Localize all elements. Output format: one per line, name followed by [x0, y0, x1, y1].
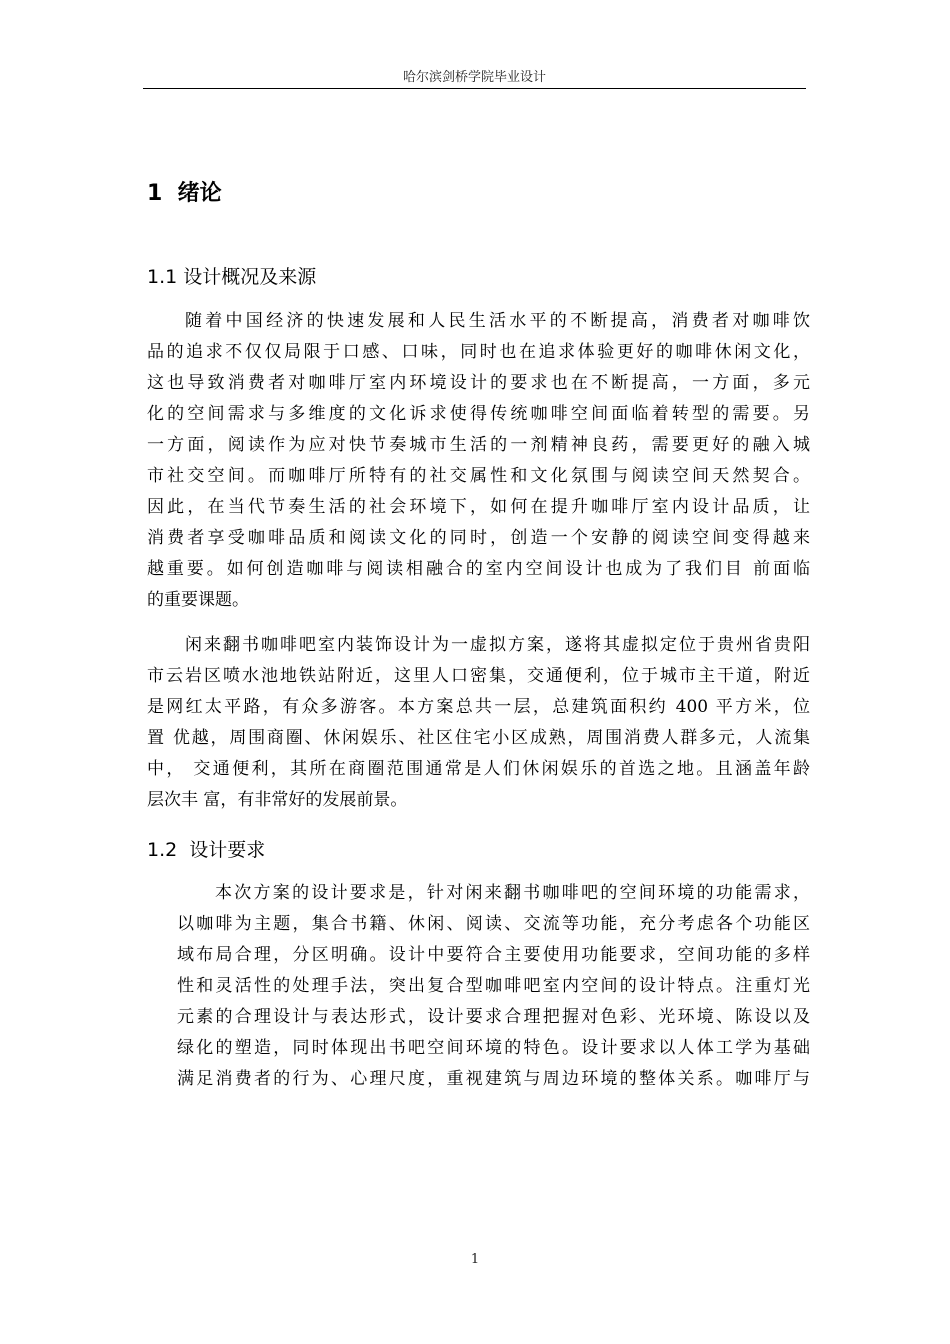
text-line: 绿化的塑造，同时体现出书吧空间环境的特色。设计要求以人体工学为基础 — [177, 1038, 810, 1058]
paragraph-overview — [147, 306, 810, 616]
text-line: 消费者享受咖啡品质和阅读文化的同时，创造一个安静的阅读空间变得越来 — [147, 528, 810, 548]
paragraph-location — [147, 630, 810, 816]
text-line: 层次丰 富，有非常好的发展前景。 — [147, 790, 408, 810]
text-line: 满足消费者的行为、心理尺度，重视建筑与周边环境的整体关系。咖啡厅与 — [177, 1069, 810, 1089]
header-divider — [143, 88, 806, 89]
section-title-1-1: 1.1 设计概况及来源 — [147, 266, 317, 288]
paragraph-requirements — [177, 878, 810, 1095]
text-line: 品的追求不仅仅局限于口感、口味，同时也在追求体验更好的咖啡休闲文化， — [147, 342, 810, 362]
page-number: 1 — [470, 1252, 480, 1267]
text-line: 闲来翻书咖啡吧室内装饰设计为一虚拟方案，遂将其虚拟定位于贵州省贵阳 — [185, 635, 810, 655]
chapter-title: 1 绪论 — [147, 181, 222, 206]
section-title-1-2: 1.2 设计要求 — [147, 839, 266, 861]
text-line: 域布局合理，分区明确。设计中要符合主要使用功能要求，空间功能的多样 — [177, 945, 810, 965]
text-line: 一方面，阅读作为应对快节奏城市生活的一剂精神良药，需要更好的融入城 — [147, 435, 810, 455]
text-line: 是网红太平路，有众多游客。本方案总共一层，总建筑面积约 400 平方米，位 — [147, 697, 810, 717]
text-line: 本次方案的设计要求是，针对闲来翻书咖啡吧的空间环境的功能需求， — [215, 883, 810, 903]
text-line: 的重要课题。 — [147, 590, 249, 610]
text-line: 越重要。如何创造咖啡与阅读相融合的室内空间设计也成为了我们目 前面临 — [147, 559, 810, 579]
text-line: 性和灵活性的处理手法，突出复合型咖啡吧室内空间的设计特点。注重灯光 — [177, 976, 810, 996]
text-line: 置 优越，周围商圈、休闲娱乐、社区住宅小区成熟，周围消费人群多元，人流集 — [147, 728, 810, 748]
text-line: 市社交空间。而咖啡厅所特有的社交属性和文化氛围与阅读空间天然契合。 — [147, 466, 810, 486]
text-line: 市云岩区喷水池地铁站附近，这里人口密集，交通便利，位于城市主干道，附近 — [147, 666, 810, 686]
text-line: 这也导致消费者对咖啡厅室内环境设计的要求也在不断提高，一方面，多元 — [147, 373, 810, 393]
page-header: 哈尔滨剑桥学院毕业设计 — [402, 70, 546, 85]
text-line: 化的空间需求与多维度的文化诉求使得传统咖啡空间面临着转型的需要。另 — [147, 404, 810, 424]
text-line: 元素的合理设计与表达形式，设计要求合理把握对色彩、光环境、陈设以及 — [177, 1007, 810, 1027]
text-line: 中， 交通便利，其所在商圈范围通常是人们休闲娱乐的首选之地。且涵盖年龄 — [147, 759, 810, 779]
text-line: 随着中国经济的快速发展和人民生活水平的不断提高，消费者对咖啡饮 — [185, 311, 810, 331]
text-line: 因此，在当代节奏生活的社会环境下，如何在提升咖啡厅室内设计品质，让 — [147, 497, 810, 517]
text-line: 以咖啡为主题，集合书籍、休闲、阅读、交流等功能，充分考虑各个功能区 — [177, 914, 810, 934]
